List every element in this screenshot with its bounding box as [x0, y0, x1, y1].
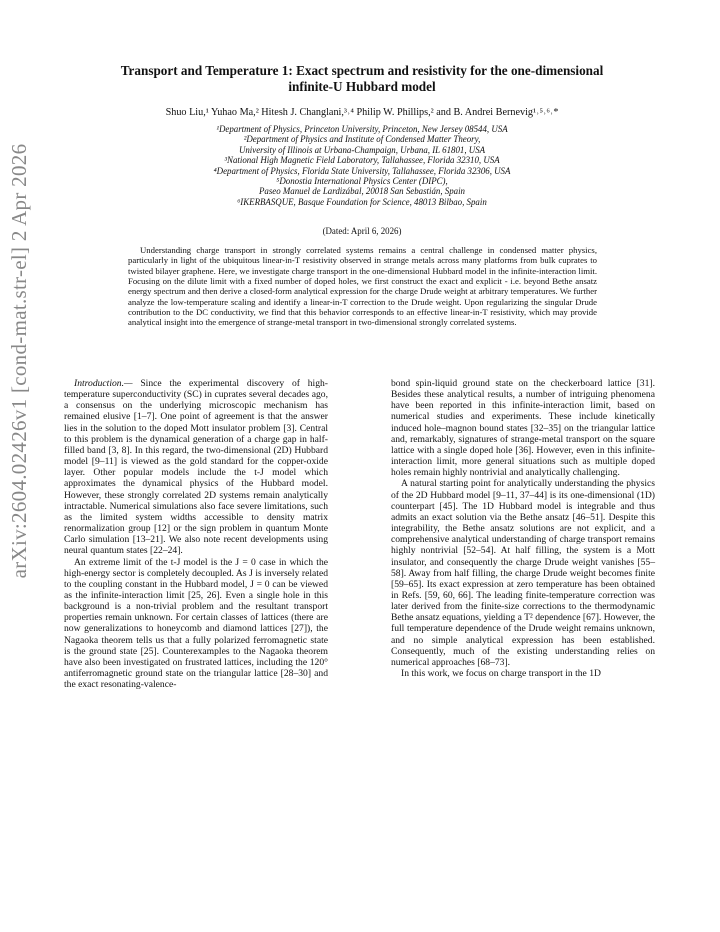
paragraph	[64, 378, 328, 557]
affiliation-line: ⁵Donostia International Physics Center (DIPC),	[276, 176, 448, 187]
affiliation-line: ²Department of Physics and Institute of Condensed Matter Theory,	[243, 134, 481, 145]
paragraph: In this work, we focus on charge transport in the 1D	[401, 668, 601, 680]
abstract: Understanding charge transport in strongly correlated systems remains a central challenge in condensed matter physics, particularly in light of the ubiquitous linear-in-T resistivity observed in strange metals across many platforms from bulk cuprates to twisted bilayer graphene. Here, we investigate charge transport in the one-dimensional Hubbard model in the infinite-interaction limit. Focusing on the dilute limit with a fixed number of doped holes, we first construct the exact and explicit - i.e. beyond Bethe ansatz energy spectrum and then derive a closed-form analytical expression for the charge Drude weight at arbitrary temperatures. We further analyze the low-temperature scaling and identify a linear-in-T correction to the Drude weight. Upon regularizing the singular Drude contribution to the DC conductivity, we find that this behavior corresponds to an effective linear-in-T resistivity, which may provide analytical insight into the emergence of strange-metal transport in two-dimensional strongly correlated systems.	[128, 245, 597, 328]
paragraph: An extreme limit of the t-J model is the J = 0 case in which the high-energy sector is completely decoupled. As J is inversely related to the coupling constant in the Hubbard model, J = 0 can be viewed as the infinite-interaction limit [25, 26]. Even a single hole in this background is a non-trivial problem and the resultant transport properties remain unknown. For certain classes of lattices (there are now generalizations to honeycomb and diamond lattices [27]), the Nagaoka theorem tells us that a fully polarized ferromagnetic state is the ground state [25]. Counterexamples to the Nagaoka theorem have also been investigated on frustrated lattices, including the 120° antiferromagnetic ground state on the triangular lattice [28–30] and the exact resonating-valence-	[64, 556, 328, 691]
affiliation-line: ¹Department of Physics, Princeton University, Princeton, New Jersey 08544, USA	[216, 124, 508, 134]
left-column	[64, 378, 328, 690]
paper-title	[60, 63, 664, 95]
paragraph: bond spin-liquid ground state on the checkerboard lattice [31]. Besides these analytical results, a number of intriguing phenomena have been reported in this infinite-interaction limit, based on numerical studies and experiments. These include kinetically induced hole–magnon bound states [32–35] on the triangular lattice and, remarkably, signatures of strange-metal transport on the square lattice with a single doped hole [36]. However, even in this infinite-interaction limit, more general situations such as multiple doped holes remain highly nontrivial and analytically challenging.	[391, 378, 655, 479]
affiliation-line: ⁶IKERBASQUE, Basque Foundation for Science, 48013 Bilbao, Spain	[237, 196, 487, 207]
title-line-1: Transport and Temperature 1: Exact spectrum and resistivity for the one-dimensional	[120, 63, 604, 78]
affiliation-line: University of Illinois at Urbana-Champaign, Urbana, IL 61801, USA	[238, 144, 486, 155]
author-list: Shuo Liu,¹ Yuhao Ma,² Hitesh J. Changlani,³˒⁴ Philip W. Phillips,² and B. Andrei Bernevig¹˒⁵˒⁶˒*	[165, 107, 559, 118]
affiliation-line: Paseo Manuel de Lardizábal, 20018 San Sebastián, Spain	[258, 186, 465, 197]
date-line: (Dated: April 6, 2026)	[322, 226, 402, 236]
arxiv-stamp: arXiv:2604.02426v1 [cond-mat.str-el] 2 Apr 2026	[7, 143, 31, 579]
affiliation-line: ⁴Department of Physics, Florida State University, Tallahassee, Florida 32306, USA	[213, 165, 511, 176]
section-label: Introduction.—	[74, 378, 133, 389]
title-line-2: infinite-U Hubbard model	[288, 79, 436, 94]
paragraph: A natural starting point for analytically understanding the physics of the 2D Hubbard model [9–11, 37–44] is its one-dimensional (1D) counterpart [45]. The 1D Hubbard model is integrable and thus admits an exact solution via the Bethe ansatz [46–51]. Despite this integrability, the Bethe ansatz solutions are not explicit, and a comprehensive analytical understanding of charge transport remains highly nontrivial [52–54]. At half filling, the system is a Mott insulator, and consequently the charge Drude weight vanishes [55–58]. Away from half filling, the charge Drude weight becomes finite [59–65]. Its exact expression at zero temperature has been obtained in Refs. [59, 60, 66]. The leading finite-temperature correction was later derived from the finite-size corrections to the thermodynamic Bethe ansatz equations, yielding a T² dependence [67]. However, the full temperature dependence of the Drude weight remains unknown, and no simple analytical expression has been established. Consequently, much of the existing understanding relies on numerical approaches [68–73].	[391, 478, 655, 668]
affiliations	[60, 124, 664, 207]
paragraph-text: Since the experimental discovery of high-temperature superconductivity (SC) in cuprates several decades ago, a consensus on the underlying microscopic mechanism has remained elusive [1–7]. One point of agreement is that the answer lies in the solution to the doped Mott insulator problem [3]. Central to this problem is the dynamical generation of a charge gap in half-filled band [3, 8]. In this regard, the two-dimensional (2D) Hubbard model [9–11] is viewed as the gold standard for the copper-oxide layer. Other popular models include the t-J model which approximates the dynamical physics of the Hubbard model. However, these strongly correlated 2D systems remain analytically intractable. Numerical simulations also face severe limitations, such as the limited system widths accessible to density matrix renormalization group [12] or the sign problem in quantum Monte Carlo simulation [13–21]. We also note recent developments using neural quantum states [22–24].	[64, 378, 328, 557]
right-column	[391, 378, 655, 679]
affiliation-line: ³National High Magnetic Field Laboratory, Tallahassee, Florida 32310, USA	[224, 155, 500, 166]
